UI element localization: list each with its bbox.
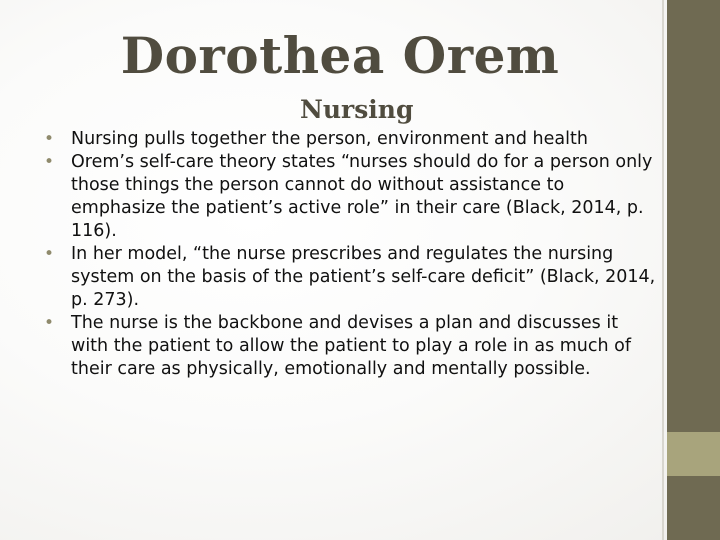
bullet-icon: • bbox=[44, 129, 55, 149]
side-accent-block bbox=[667, 432, 720, 476]
slide-title: Dorothea Orem bbox=[120, 26, 560, 85]
bullet-item bbox=[30, 243, 660, 312]
bullet-text: In her model, “the nurse prescribes and regulates the nursing system on the basis of the patient’s self-care deficit” (Black, 2014, p. 273). bbox=[71, 244, 656, 310]
bullet-list bbox=[30, 128, 660, 381]
bullet-text: Orem’s self-care theory states “nurses should do for a person only those things the person cannot do without assistance to emphasize the patient’s active role” in their care (Black, 2014, p. 116). bbox=[71, 152, 653, 241]
bullet-icon: • bbox=[44, 152, 55, 172]
slide-subtitle: Nursing bbox=[300, 95, 414, 124]
bullet-item bbox=[30, 151, 660, 243]
bullet-item bbox=[30, 128, 660, 151]
bullet-icon: • bbox=[44, 244, 55, 264]
divider-line bbox=[662, 0, 664, 540]
bullet-item bbox=[30, 312, 660, 381]
bullet-icon: • bbox=[44, 313, 55, 333]
bullet-text: Nursing pulls together the person, environment and health bbox=[71, 129, 588, 149]
bullet-text: The nurse is the backbone and devises a plan and discusses it with the patient to allow the patient to play a role in as much of their care as physically, emotionally and mentally possible. bbox=[71, 313, 632, 379]
